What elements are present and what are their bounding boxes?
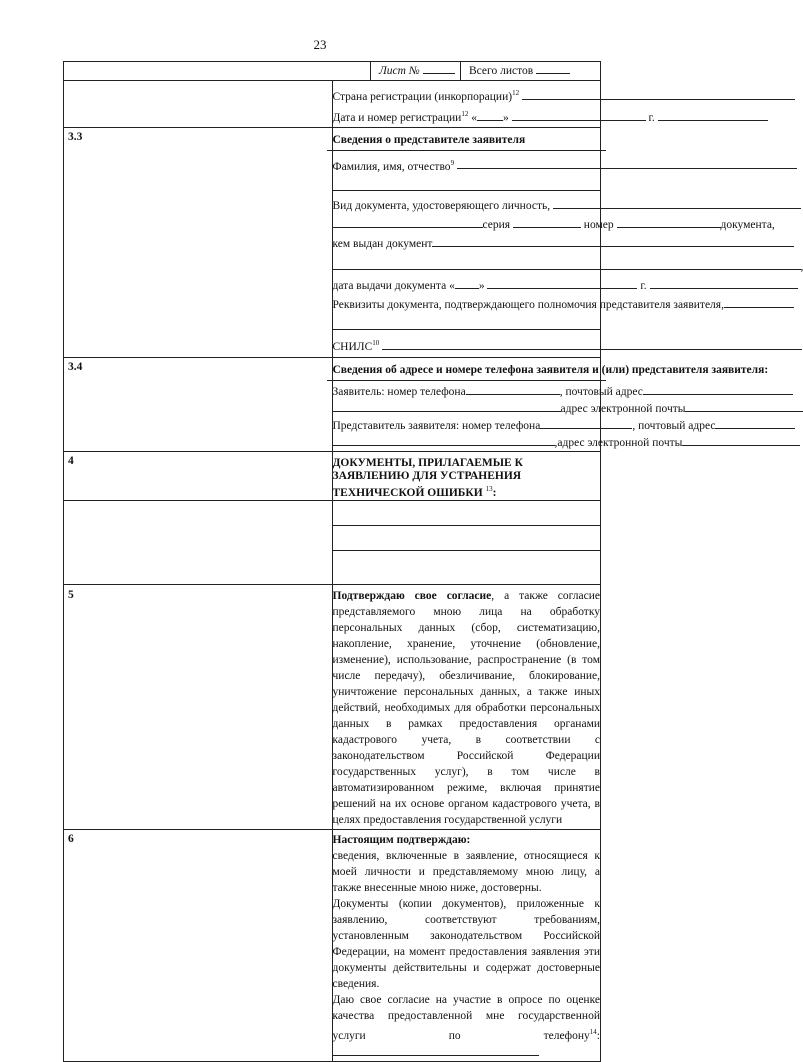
confirm-p3 — [333, 992, 601, 1061]
rep-postal-input-2[interactable] — [333, 434, 555, 446]
rep-postal-label: , почтовый адрес — [632, 420, 715, 432]
authority-label: Реквизиты документа, подтверждающего полномочия представителя заявителя, — [333, 299, 724, 311]
close-quote: » — [503, 112, 509, 124]
open-quote: « — [471, 112, 477, 124]
rep-postal-input[interactable] — [715, 417, 795, 429]
series-number-line — [333, 216, 601, 235]
section-title-3-4: Сведения об адресе и номере телефона заявителя и (или) представителя заявителя: — [333, 361, 601, 380]
snils-input[interactable] — [382, 338, 802, 350]
issue-month-input[interactable] — [487, 277, 637, 289]
issued-by-line — [333, 235, 601, 254]
number-label: номер — [584, 219, 614, 231]
document-entry-2[interactable] — [333, 526, 601, 551]
authority-input-2[interactable] — [333, 315, 601, 330]
issued-by-label: кем выдан документ — [333, 238, 433, 250]
colon-2: : — [597, 1030, 600, 1042]
document-entry-1[interactable] — [333, 501, 601, 526]
fio-input[interactable] — [457, 157, 797, 169]
issued-by-input[interactable] — [432, 235, 794, 247]
authority-input[interactable] — [724, 296, 794, 308]
close-quote-2: » — [479, 280, 485, 292]
snils-label: СНИЛС — [333, 341, 373, 353]
applicant-phone-line — [333, 383, 601, 400]
section-3-3 — [64, 127, 601, 358]
applicant-phone-input[interactable] — [466, 383, 560, 395]
registration-date-line — [333, 106, 601, 127]
applicant-phone-label: Заявитель: номер телефона — [333, 386, 466, 398]
applicant-postal-input-2[interactable] — [333, 400, 561, 412]
doc-type-input-2[interactable] — [333, 216, 483, 228]
survey-phone-input[interactable] — [333, 1044, 539, 1056]
country-input[interactable] — [522, 88, 795, 100]
doc-type-label: Вид документа, удостоверяющего личность, — [333, 200, 551, 212]
application-form-table — [63, 61, 601, 1062]
issued-by-line2 — [333, 258, 601, 277]
sheet-number-label: Лист № — [379, 65, 420, 77]
rep-email-line — [333, 434, 601, 451]
sheet-header-row — [64, 62, 601, 81]
doc-type-line — [333, 197, 601, 216]
applicant-postal-input[interactable] — [643, 383, 793, 395]
survey-consent-text: Даю свое согласие на участие в опросе по оценке качества предоставленной мне государственной услуги по телефону — [333, 994, 601, 1042]
document-word: документа, — [721, 219, 775, 231]
reg-number-input[interactable] — [658, 109, 768, 121]
fio-label: Фамилия, имя, отчество — [333, 160, 451, 172]
section-title: Сведения о представителе заявителя — [333, 131, 601, 150]
section-5 — [64, 585, 601, 830]
sheet-number-field[interactable] — [370, 62, 461, 80]
section-number-3-4: 3.4 — [64, 358, 333, 452]
applicant-email-input[interactable] — [685, 400, 803, 412]
series-input[interactable] — [513, 216, 581, 228]
authority-line — [333, 296, 601, 315]
section-4-title-text: ТЕХНИЧЕСКОЙ ОШИБКИ — [333, 487, 483, 499]
rep-phone-input[interactable] — [540, 417, 632, 429]
section-number-6: 6 — [64, 830, 333, 1062]
section-6 — [64, 830, 601, 1062]
footnote-10: 10 — [372, 339, 379, 347]
issue-day-input[interactable] — [455, 277, 479, 289]
section-4-title-line2 — [333, 483, 601, 500]
rep-email-input[interactable] — [682, 434, 800, 446]
fio-input-line2[interactable] — [333, 176, 601, 191]
footnote-14: 14 — [590, 1028, 597, 1036]
reg-day-input[interactable] — [477, 109, 503, 121]
issue-year-input[interactable] — [650, 277, 798, 289]
email-label: адрес электронной почты — [561, 403, 686, 415]
rep-phone-line — [333, 417, 601, 434]
footnote-13: 13 — [486, 485, 493, 493]
issued-by-input-2[interactable] — [333, 258, 801, 270]
fio-line — [333, 154, 601, 177]
section-number-5: 5 — [64, 585, 333, 830]
colon: : — [493, 487, 497, 499]
section-4-title-line1: ДОКУМЕНТЫ, ПРИЛАГАЕМЫЕ К ЗАЯВЛЕНИЮ ДЛЯ УСТРАНЕНИЯ — [333, 457, 601, 483]
snils-line — [333, 334, 601, 357]
section-3-4 — [64, 358, 601, 452]
applicant-email-line — [333, 400, 601, 417]
page-number: 23 — [0, 37, 640, 53]
reg-month-input[interactable] — [512, 109, 646, 121]
footnote-12: 12 — [512, 89, 519, 97]
consent-text: , а также согласие представляемого мною лица на обработку персональных данных (сбор, систематизацию, накопление, хранение, уточнение (обновление, изменение), использование, распространение (в том числе передачу), обезличивание, блокирование, уничтожение персональных данных, а также иных действий, необходимых для обработки персональных данных в рамках предоставления органами кадастрового учета, в соответствии с законодательством Российской Федерации государственных услуг), в том числе в автоматизированном режиме, включая принятие решений на их основе органом кадастрового учета, в целях предоставления государственной услуги — [333, 590, 601, 826]
section-number-4: 4 — [64, 452, 333, 501]
year-suffix: г. — [648, 112, 654, 124]
postal-label: , почтовый адрес — [560, 386, 643, 398]
issue-date-label: дата выдачи документа « — [333, 280, 455, 292]
issue-date-line — [333, 277, 601, 296]
total-sheets-field[interactable] — [460, 62, 599, 80]
consent-lead: Подтверждаю свое согласие — [333, 590, 492, 602]
consent-paragraph — [333, 588, 601, 828]
country-label: Страна регистрации (инкорпорации) — [333, 91, 513, 103]
section-number: 3.3 — [64, 127, 333, 358]
registration-row — [64, 81, 601, 128]
year-suffix-2: г. — [640, 280, 646, 292]
series-label: серия — [483, 219, 511, 231]
footnote-9: 9 — [451, 159, 455, 167]
doc-type-input[interactable] — [553, 197, 801, 209]
section-6-title: Настоящим подтверждаю: — [333, 833, 601, 848]
number-input[interactable] — [617, 216, 721, 228]
documents-list-row — [64, 501, 601, 585]
total-sheets-label: Всего листов — [469, 65, 533, 77]
country-line — [333, 85, 601, 106]
rep-phone-label: Представитель заявителя: номер телефона — [333, 420, 541, 432]
confirm-p1: сведения, включенные в заявление, относящиеся к моей личности и представляемому мною лицу, а также внесенные мною ниже, достоверны. — [333, 848, 601, 896]
registration-date-label: Дата и номер регистрации — [333, 112, 462, 124]
rep-email-label: ,адрес электронной почты — [555, 437, 683, 449]
confirm-p2: Документы (копии документов), приложенные к заявлению, соответствуют требованиям, установленным законодательством Российской Федерации, на момент предоставления заявления эти документы действительны и содержат достоверные сведения. — [333, 896, 601, 992]
document-entry-3[interactable] — [333, 551, 601, 575]
section-4 — [64, 452, 601, 501]
footnote-12b: 12 — [461, 110, 468, 118]
